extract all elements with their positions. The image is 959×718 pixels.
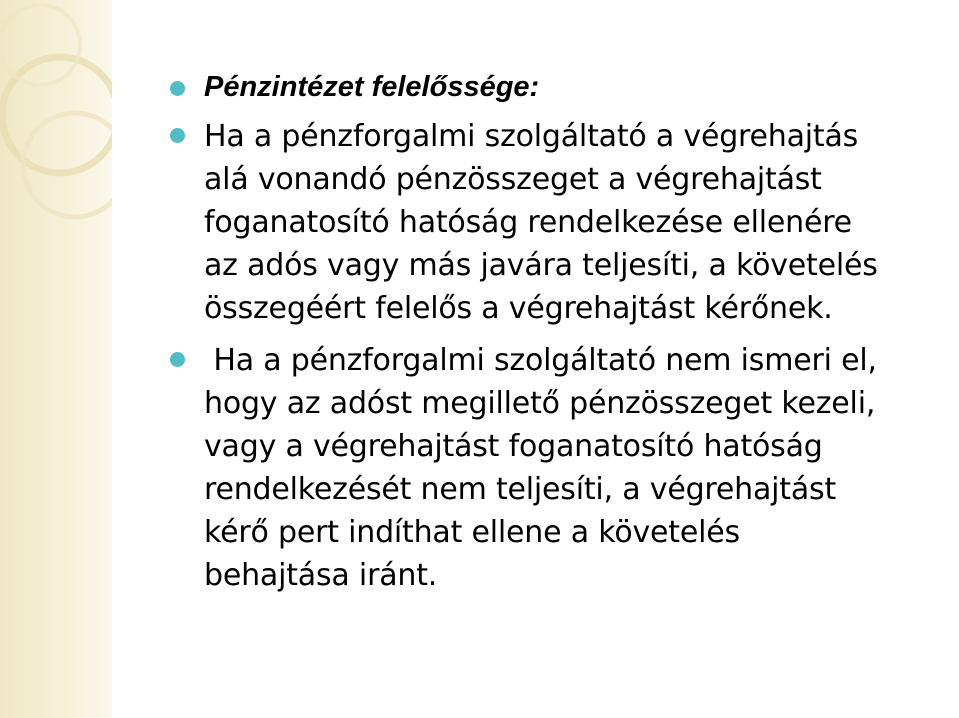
decorative-rings <box>0 0 112 718</box>
paragraph-line: az adós vagy más javára teljesíti, a követelés <box>204 248 878 283</box>
paragraph-line: behajtása iránt. <box>204 558 438 593</box>
paragraph-line: rendelkezését nem teljesíti, a végrehajtást <box>204 472 837 507</box>
bullet-icon <box>170 128 185 143</box>
paragraph-line: alá vonandó pénzösszeget a végrehajtást <box>204 162 822 197</box>
paragraph-line: összegéért felelős a végrehajtást kérőnek. <box>204 291 833 326</box>
paragraph-line: Ha a pénzforgalmi szolgáltató a végrehajtás <box>204 119 859 154</box>
bullet-icon <box>170 81 185 96</box>
decorative-side-band <box>0 0 112 718</box>
bullet-icon <box>170 352 185 367</box>
slide-title-item <box>170 66 940 109</box>
paragraph-line: kérő pert indíthat ellene a követelés <box>204 515 740 550</box>
paragraph-line: vagy a végrehajtást foganatosító hatóság <box>204 429 823 464</box>
paragraph-line: Ha a pénzforgalmi szolgáltató nem ismeri el, <box>204 343 877 378</box>
paragraph-2 <box>170 339 940 597</box>
paragraph-line: hogy az adóst megillető pénzösszeget kezeli, <box>204 386 876 421</box>
slide-content <box>170 66 940 606</box>
paragraph-1 <box>170 115 940 330</box>
paragraph-line: foganatosító hatóság rendelkezése ellenére <box>204 205 852 240</box>
slide-title: Pénzintézet felelőssége: <box>204 71 540 103</box>
